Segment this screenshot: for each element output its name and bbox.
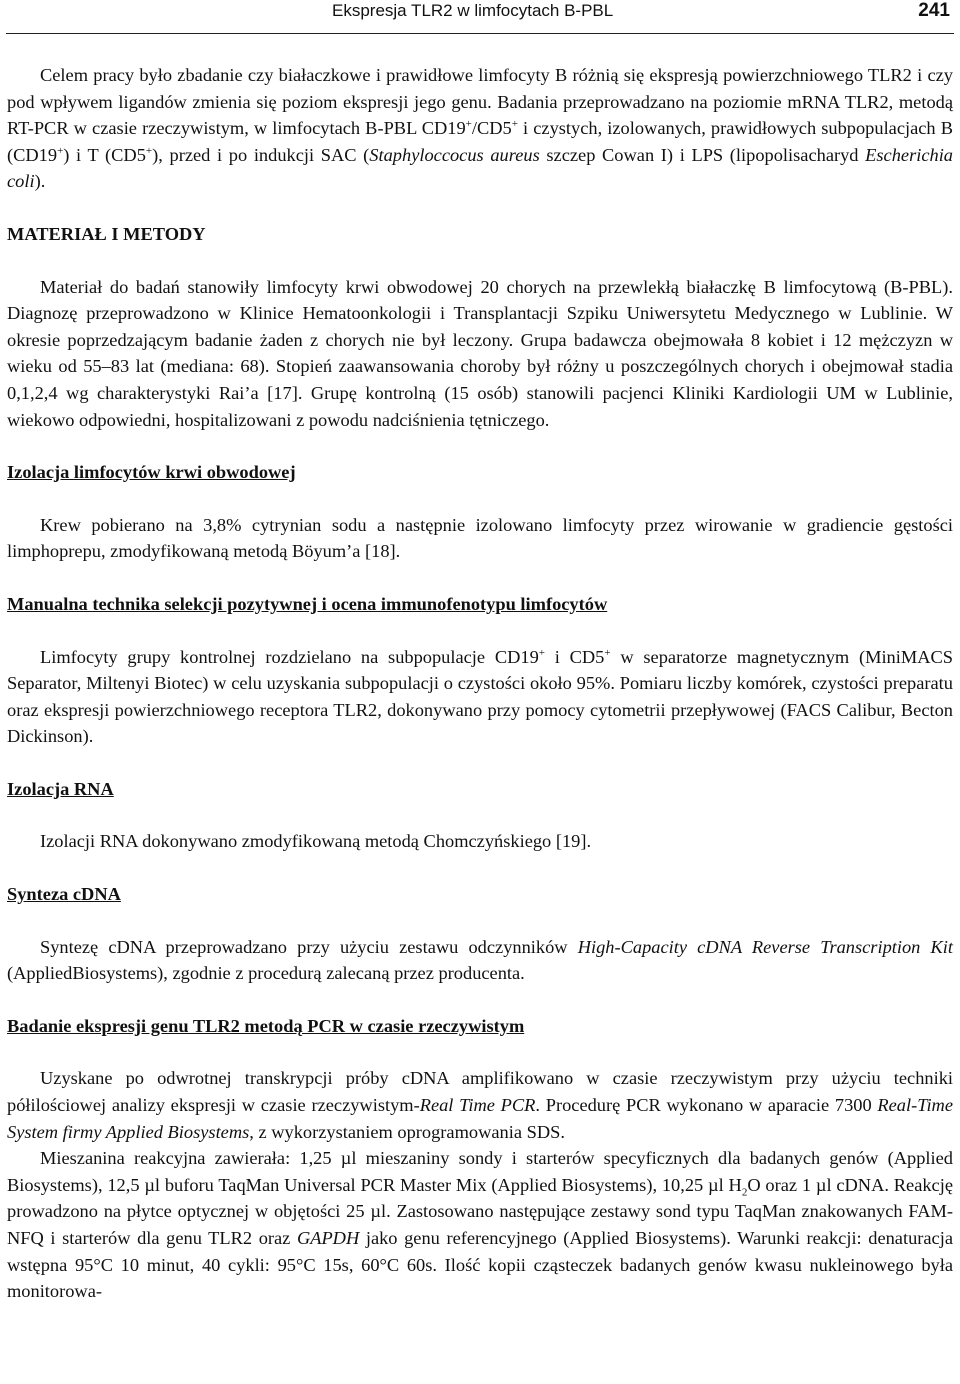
pcr-paragraph-2: Mieszanina reakcyjna zawierała: 1,25 µl mieszaniny sondy i starterów specyficznych dla badanych genów (Applied Biosystems), 12,5 µl buforu TaqMan Universal PCR Master Mix (Applied Biosystems), 10,25 µl $H_2O$ oraz 1 µl cDNA. Reakcję prowadzono na płytce optycznej w objętości 25 µl. Zastosowano następujące zestawy sond typu TaqMan znakowanych FAM-NFQ i starterów dla genu TLR2 oraz GAPDH jako genu referencyjnego (Applied Biosystems). Warunki reakcji: denaturacja wstępna 95°C 10 minut, 40 cykli: 95°C 15s, 60°C 60s. Ilość kopii cząsteczek badanych genów kwasu nukleinowego była monitorowa-	[7, 1148, 953, 1302]
header-rule	[6, 33, 954, 34]
running-title: Ekspresja TLR2 w limfocytach B-PBL	[332, 1, 614, 20]
page-number: 241	[918, 0, 950, 21]
pcr-heading: Badanie ekspresji genu TLR2 metodą PCR w czasie rzeczywistym	[7, 1015, 525, 1036]
rna-paragraph: Izolacji RNA dokonywano zmodyfikowaną metodą Chomczyńskiego [19].	[40, 831, 592, 852]
isolation-paragraph: Krew pobierano na 3,8% cytrynian sodu a następnie izolowano limfocyty przez wirowanie w gradiencie gęstości limphoprepu, zmodyfikowaną metodą Böyum’a [18].	[7, 514, 953, 562]
materials-heading: MATERIAŁ I METODY	[7, 223, 206, 244]
isolation-heading: Izolacja limfocytów krwi obwodowej	[7, 462, 296, 483]
selection-heading: Manualna technika selekcji pozytywnej i ocena immunofenotypu limfocytów	[7, 593, 608, 614]
rna-heading: Izolacja RNA	[7, 778, 114, 799]
cdna-paragraph: Syntezę cDNA przeprowadzano przy użyciu zestawu odczynników High-Capacity cDNA Reverse Transcription Kit (AppliedBiosystems), zgodnie z procedurą zalecaną przez producenta.	[7, 936, 954, 984]
cdna-heading: Synteza cDNA	[7, 884, 121, 905]
pcr-paragraph-1: Uzyskane po odwrotnej transkrypcji próby cDNA amplifikowano w czasie rzeczywistym przy użyciu techniki półilościowej analizy ekspresji w czasie rzeczywistym-Real Time PCR. Procedurę PCR wykonano w aparacie 7300 Real-Time System firmy Applied Biosystems, z wykorzystaniem oprogramowania SDS.	[7, 1068, 953, 1142]
article-body	[7, 62, 953, 1305]
intro-paragraph: Celem pracy było zbadanie czy białaczkowe i prawidłowe limfocyty B różnią się ekspresją powierzchniowego TLR2 i czy pod wpływem ligandów zmienia się poziom ekspresji jego genu. Badania przeprowadzano na poziomie mRNA TLR2, metodą RT-PCR w czasie rzeczywistym, w limfocytach B-PBL CD19+/CD5+ i czystych, izolowanych, prawidłowych subpopulacjach B (CD19+) i T (CD5+), przed i po indukcji SAC (Staphyloccocus aureus szczep Cowan I) i LPS (lipopolisacharyd Escherichia coli).	[7, 65, 953, 192]
selection-paragraph: Limfocyty grupy kontrolnej rozdzielano na subpopulacje CD19+ i CD5+ w separatorze magnetycznym (MiniMACS Separator, Miltenyi Biotec) w celu uzyskania subpopulacji o czystości około 95%. Pomiaru liczby komórek, czystości preparatu oraz ekspresji powierzchniowego receptora TLR2, dokonywano przy pomocy cytometrii przepływowej (FACS Calibur, Becton Dickinson).	[7, 646, 953, 747]
materials-paragraph: Materiał do badań stanowiły limfocyty krwi obwodowej 20 chorych na przewlekłą białaczkę B limfocytową (B-PBL). Diagnozę przeprowadzono w Klinice Hematoonkologii i Transplantacji Szpiku Uniwersytetu Medycznego w Lublinie. W okresie poprzedzającym badanie żaden z chorych nie był leczony. Grupa badawcza obejmowała 8 kobiet i 12 mężczyzn w wieku od 55–83 lat (mediana: 68). Stopień zaawansowania choroby był różny u poszczególnych chorych i obejmował stadia 0,1,2,4 wg charakterystyki Rai’a [17]. Grupę kontrolną (15 osób) stanowili pacjenci Kliniki Kardiologii UM w Lublinie, wiekowo odpowiedni, hospitalizowani z powodu nadciśnienia tętniczego.	[7, 276, 953, 430]
running-header	[0, 0, 960, 34]
